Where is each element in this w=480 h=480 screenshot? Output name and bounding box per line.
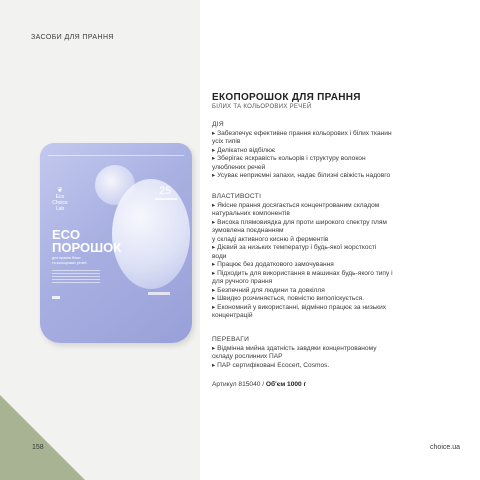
section-label: ЗАСОБИ ДЛЯ ПРАННЯ <box>31 34 114 41</box>
pouch-wash-count: 25 <box>159 185 172 197</box>
list-item: усіх типів <box>212 138 241 145</box>
pouch-subtitle <box>52 256 112 265</box>
brand-logo-line: Eco <box>55 194 65 200</box>
product-volume: Об'єм 1000 г <box>265 381 307 388</box>
brand-logo-line: Choice <box>52 200 68 206</box>
site-link[interactable]: choice.ua <box>430 444 460 451</box>
list-item: ▸ Відмінна мийна здатність завдяки концентрованому <box>212 344 377 352</box>
list-item: улюблених речей <box>212 163 266 171</box>
list-item: концентрацій <box>212 312 253 319</box>
product-subtitle: БІЛИХ ТА КОЛЬОРОВИХ РЕЧЕЙ <box>212 104 312 110</box>
pouch-bubble-small <box>95 165 135 205</box>
list-item: ▸ Підходить для використання в машинах будь-якого типу і <box>212 269 393 277</box>
article-number: Артикул 815040 / <box>212 381 266 388</box>
pouch-tag <box>52 296 60 299</box>
list-item: зумовлена поєднанням <box>212 227 284 234</box>
list-item: ▸ Усуває неприємні запахи, надає білизні свіжість надовго <box>212 172 391 179</box>
action-section <box>212 121 432 181</box>
list-item: води <box>212 252 227 260</box>
list-item: для ручного прання <box>212 278 273 285</box>
list-item: ▸ Працює без додаткового замочування <box>212 261 334 268</box>
benefits-heading: ПЕРЕВАГИ <box>212 336 250 343</box>
product-pouch-image <box>40 143 192 343</box>
pouch-title-line2: ПОРОШОК <box>52 240 122 255</box>
list-item: ▸ Якісне прання досягається концентрованим складом <box>212 201 380 209</box>
article-line <box>212 381 306 388</box>
corner-accent-triangle <box>0 395 85 480</box>
list-item: ▸ Зберігає яскравість кольорів і структуру волокон <box>212 155 366 162</box>
brand-logo-line: Lab <box>55 206 65 212</box>
product-title: ЕКОПОРОШОК ДЛЯ ПРАННЯ <box>212 92 361 103</box>
brand-logo <box>52 188 68 212</box>
list-item: натуральних компонентів <box>212 210 290 217</box>
pouch-title <box>52 228 121 254</box>
action-heading: ДІЯ <box>212 121 224 128</box>
list-item: складу рослинних ПАР <box>212 353 283 360</box>
list-item: ▸ Швидко розчиняється, повністю виполіскується. <box>212 295 365 302</box>
list-item: ▸ Делікатно відбілює <box>212 146 276 154</box>
page-number: 158 <box>32 444 44 451</box>
list-item: ▸ ПАР сертифіковані Ecocert, Cosmos. <box>212 361 330 369</box>
pouch-zipper <box>48 155 184 156</box>
list-item: ▸ Економний у використанні, відмінно працює за низьких <box>212 303 387 311</box>
pouch-fine-print <box>52 270 100 285</box>
pouch-count-caption <box>155 198 177 200</box>
leaf-icon: ❦ <box>57 187 63 194</box>
list-item: у складі активного кисню й ферментів <box>212 235 329 243</box>
list-item: ▸ Забезпечує ефективне прання кольорових і білих тканин <box>212 129 392 137</box>
pouch-title-line1: ECO <box>52 227 81 242</box>
list-item: ▸ Безпечний для людини та довкілля <box>212 286 325 294</box>
properties-heading: ВЛАСТИВОСТІ <box>212 193 262 200</box>
benefits-section <box>212 336 432 370</box>
pouch-weight-label <box>148 292 170 295</box>
pouch-subtitle-line1: для прання білих <box>52 256 81 260</box>
list-item: ▸ Дієвий за низьких температур і будь-якої жорсткості <box>212 244 377 251</box>
list-item: ▸ Висока плямовиядка для проти широкого спектру плям <box>212 218 387 226</box>
properties-section <box>212 193 432 321</box>
pouch-subtitle-line2: та кольорових речей <box>52 260 87 265</box>
